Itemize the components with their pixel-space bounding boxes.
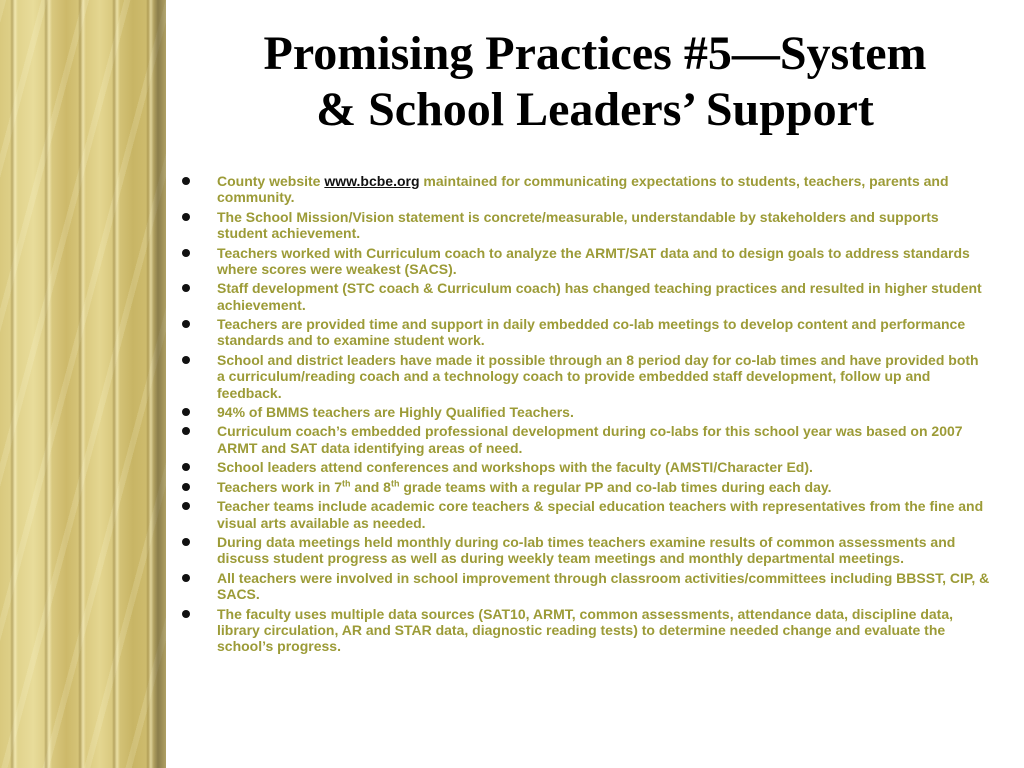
bullet-item: Staff development (STC coach & Curriculum coach) has changed teaching practices and resulted in higher student achievement. <box>180 280 990 313</box>
bullet-list <box>180 173 990 658</box>
bullet-dot-icon <box>182 502 190 510</box>
bullet-dot-icon <box>182 610 190 618</box>
bullet-item: Curriculum coach’s embedded professional development during co-labs for this school year was based on 2007 ARMT and SAT data identifying areas of need. <box>180 423 990 456</box>
bullet-dot-icon <box>182 427 190 435</box>
title-line-2: & School Leaders’ Support <box>316 83 874 136</box>
bullet-item: All teachers were involved in school improvement through classroom activities/committees including BBSST, CIP, & SACS. <box>180 570 990 603</box>
bullet-dot-icon <box>182 574 190 582</box>
decorative-gold-sidebar <box>0 0 166 768</box>
bullet-dot-icon <box>182 408 190 416</box>
bullet-dot-icon <box>182 483 190 491</box>
website-link[interactable]: www.bcbe.org <box>324 173 420 189</box>
bullet-item: 94% of BMMS teachers are Highly Qualified Teachers. <box>180 404 990 420</box>
bullet-dot-icon <box>182 213 190 221</box>
bullet-item: Teacher teams include academic core teachers & special education teachers with representatives from the fine and visual arts available as needed. <box>180 498 990 531</box>
bullet-dot-icon <box>182 356 190 364</box>
bullet-dot-icon <box>182 538 190 546</box>
bullet-dot-icon <box>182 320 190 328</box>
bullet-item: The faculty uses multiple data sources (SAT10, ARMT, common assessments, attendance data, discipline data, library circulation, AR and STAR data, diagnostic reading tests) to determine needed change and evaluate the school’s progress. <box>180 606 990 655</box>
bullet-item: Teachers are provided time and support in daily embedded co-lab meetings to develop content and performance standards and to examine student work. <box>180 316 990 349</box>
bullet-item: The School Mission/Vision statement is concrete/measurable, understandable by stakeholders and supports student achievement. <box>180 209 990 242</box>
bullet-dot-icon <box>182 284 190 292</box>
slide-title <box>170 26 1020 138</box>
bullet-item: During data meetings held monthly during co-lab times teachers examine results of common assessments and discuss student progress as well as during weekly team meetings and monthly departmental meetings. <box>180 534 990 567</box>
bullet-item: Teachers work in 7th and 8th grade teams with a regular PP and co-lab times during each day. <box>180 479 990 495</box>
bullet-item: County website www.bcbe.org maintained for communicating expectations to students, teachers, parents and community. <box>180 173 990 206</box>
bullet-item: Teachers worked with Curriculum coach to analyze the ARMT/SAT data and to design goals to address standards where scores were weakest (SACS). <box>180 245 990 278</box>
bullet-item: School and district leaders have made it possible through an 8 period day for co-lab times and have provided both a curriculum/reading coach and a technology coach to provide embedded staff development, follow up and feedback. <box>180 352 990 401</box>
bullet-dot-icon <box>182 249 190 257</box>
bullet-dot-icon <box>182 177 190 185</box>
bullet-dot-icon <box>182 463 190 471</box>
title-line-1: Promising Practices #5—System <box>263 27 927 80</box>
bullet-item: School leaders attend conferences and workshops with the faculty (AMSTI/Character Ed). <box>180 459 990 475</box>
